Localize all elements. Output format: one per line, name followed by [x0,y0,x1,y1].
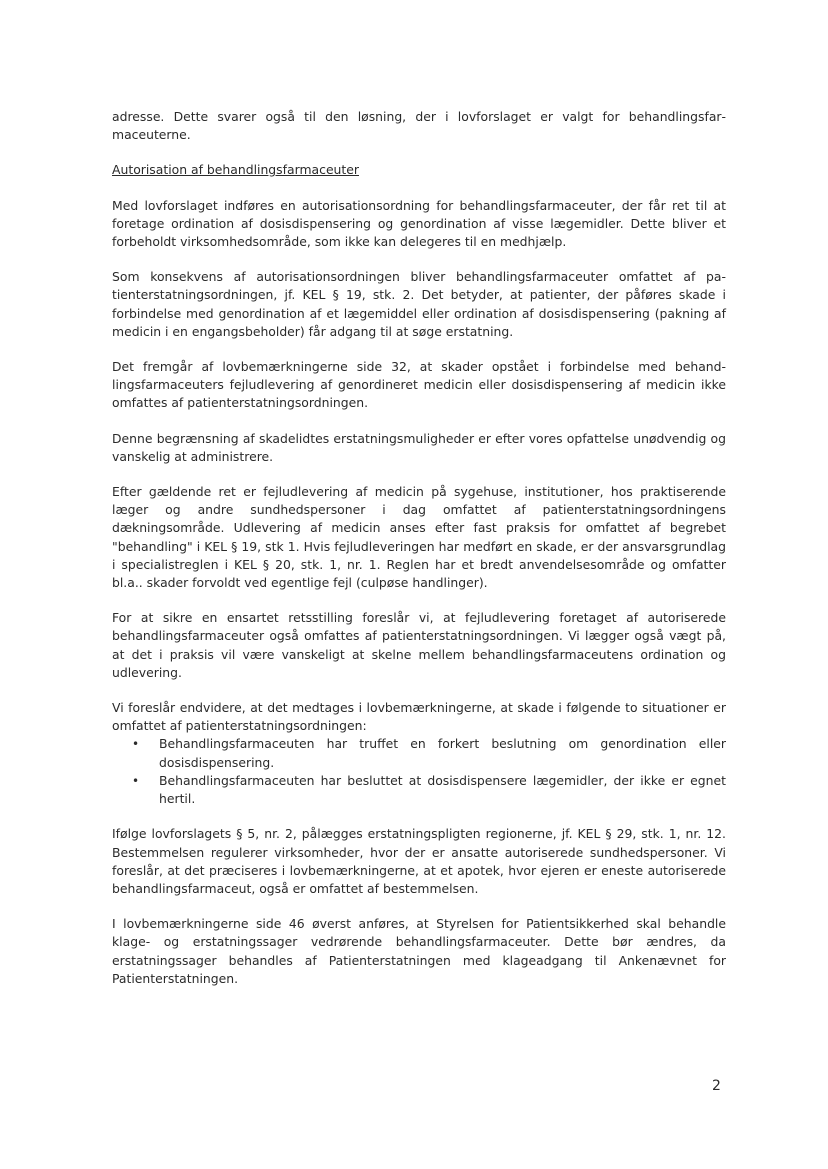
list-item-text: Behandlingsfarmaceuten har besluttet at dosisdispensere lægemidler, der ikke er egnet hertil. [159,772,726,807]
list-item [132,735,726,771]
paragraph-6: For at sikre en ensartet retsstilling foreslår vi, at fejludlevering foretaget af autoriserede behandlingsfarmaceuter også omfattes af patienterstatningsordningen. Vi lægger også vægt på, at det i praksis vil være vanskeligt at skelne mellem behandlingsfarmaceutens ordination og udlevering. [112,610,726,680]
bullet-list [112,735,726,808]
paragraph-intro: adresse. Dette svarer også til den løsning, der i lovforslaget er valgt for behandlingsfarmaceuterne. [112,109,726,143]
paragraph-5: Efter gældende ret er fejludlevering af medicin på sygehuse, institutioner, hos praktiserende læger og andre sundhedspersoner i dag omfattet af patienterstatningsordningens dækningsområde. Udlevering af medicin anses efter fast praksis for omfattet af begrebet "behandling" i KEL § 19, stk 1. Hvis fejludleveringen har medført en skade, er der ansvarsgrundlag i specialistreglen i KEL § 20, stk. 1, nr. 1. Reglen har et bredt anvendelsesområde og omfatter bl.a.. skader forvoldt ved egentlige fejl (culpøse handlinger). [112,484,726,591]
document-page [112,108,726,1005]
list-item [132,772,726,808]
bullet-icon: • [132,737,140,752]
page-number: 2 [712,1078,721,1094]
paragraph-2: Som konsekvens af autorisationsordningen bliver behandlingsfarmaceuter omfattet af patienterstatningsordningen, jf. KEL § 19, stk. 2. Det betyder, at patienter, der påføres skade i forbindelse med genordination af et lægemiddel eller ordination af dosisdispensering (pakning af medicin i en engangsbeholder) får adgang til at søge erstatning. [112,269,726,339]
section-heading: Autorisation af behandlingsfarmaceuter [112,162,359,178]
paragraph-4: Denne begrænsning af skadelidtes erstatningsmuligheder er efter vores opfattelse unødvendig og vanskelig at administrere. [112,430,726,464]
paragraph-8: I lovbemærkningerne side 46 øverst anføres, at Styrelsen for Patientsikkerhed skal behandle klage- og erstatningssager vedrørende behandlingsfarmaceuter. Dette bør ændres, da erstatningssager behandles af Patienterstatningen med klageadgang til Ankenævnet for Patienterstatningen. [112,916,726,986]
paragraph-3: Det fremgår af lovbemærkningerne side 32, at skader opstået i forbindelse med behandlingsfarmaceuters fejludlevering af genordineret medicin eller dosisdispensering af medicin ikke omfattes af patienterstatningsordningen. [112,359,726,411]
list-intro: Vi foreslår endvidere, at det medtages i lovbemærkningerne, at skade i følgende to situationer er omfattet af patienterstatningsordningen: [112,700,726,734]
list-item-text: Behandlingsfarmaceuten har truffet en forkert beslutning om genordination eller dosisdispensering. [159,736,726,770]
paragraph-1: Med lovforslaget indføres en autorisationsordning for behandlingsfarmaceuter, der får ret til at foretage ordination af dosisdispensering og genordination af visse lægemidler. Dette bliver et forbeholdt virksomhedsområde, som ikke kan delegeres til en medhjælp. [112,197,726,250]
bullet-icon: • [132,773,140,788]
paragraph-7: Ifølge lovforslagets § 5, nr. 2, pålægges erstatningspligten regionerne, jf. KEL § 29, stk. 1, nr. 12. Bestemmelsen regulerer virksomheder, hvor der er ansatte autoriserede sundhedspersoner. Vi foreslår, at det præciseres i lovbemærkningerne, at et apotek, hvor ejeren er eneste autoriserede behandlingsfarmaceut, også er omfattet af bestemmelsen. [112,826,726,896]
